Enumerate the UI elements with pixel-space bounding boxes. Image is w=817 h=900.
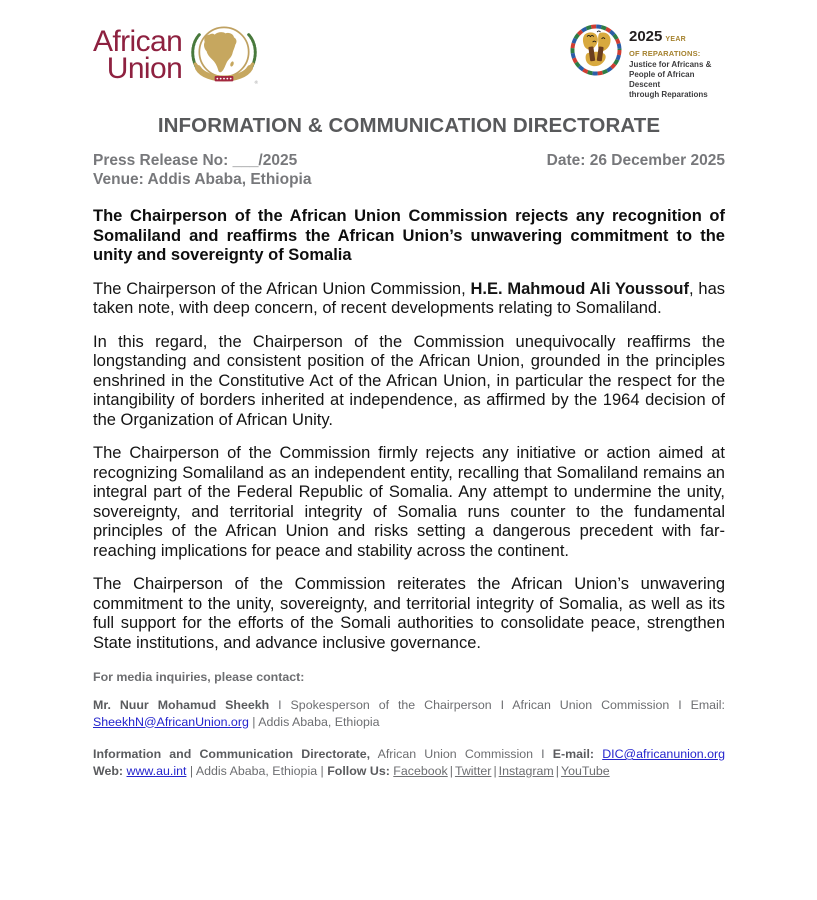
twitter-link[interactable]: Twitter xyxy=(454,763,492,778)
facebook-link[interactable]: Facebook xyxy=(393,763,448,778)
chairperson-name: H.E. Mahmoud Ali Youssouf xyxy=(470,279,690,298)
release-meta xyxy=(93,151,725,189)
reparations-tagline-3: through Reparations xyxy=(629,90,708,99)
reparations-2025-logo xyxy=(568,22,725,100)
release-venue: Venue: Addis Ababa, Ethiopia xyxy=(93,171,312,188)
paragraph-2: In this regard, the Chairperson of the Commission unequivocally reaffirms the longstanding and consistent position of the African Union, grounded in the principles enshrined in the Constitutive Act of the African Union, in particular the respect for the intangibility of borders inherited at independence, as affirmed by the 1964 decision of the Organization of African Unity. xyxy=(93,332,725,429)
reparations-tagline-1: Justice for Africans & xyxy=(629,60,712,69)
page-title: INFORMATION & COMMUNICATION DIRECTORATE xyxy=(157,114,661,137)
commission-name: African Union Commission I xyxy=(370,747,553,761)
directorate-name: Information and Communication Directorate, xyxy=(93,747,371,761)
headline: The Chairperson of the African Union Commission rejects any recognition of Somaliland and reaffirms the African Union’s unwavering commitment to the unity and sovereignty of Somalia xyxy=(93,207,725,264)
separator: | xyxy=(449,763,453,778)
reparations-subtitle: OF REPARATIONS: xyxy=(629,49,701,58)
african-union-emblem-icon xyxy=(184,20,264,97)
reparations-tagline-2: People of African Descent xyxy=(629,70,695,89)
email-label: E-mail: xyxy=(552,747,603,761)
follow-us-label: Follow Us: xyxy=(327,763,394,778)
release-date: Date: 26 December 2025 xyxy=(546,152,725,169)
au-wordmark-line1: African xyxy=(93,25,183,58)
paragraph-1 xyxy=(93,280,725,319)
african-union-wordmark xyxy=(93,20,183,85)
reparations-text xyxy=(629,22,725,100)
spokesperson-role: I Spokesperson of the Chairperson I African Union Commission I Email: xyxy=(269,698,725,712)
african-union-logo xyxy=(93,20,264,97)
svg-text:®: ® xyxy=(254,80,259,85)
reparations-year: 2025 xyxy=(629,28,663,45)
masthead xyxy=(93,20,725,98)
instagram-link[interactable]: Instagram xyxy=(498,763,554,778)
au-wordmark-line2: Union xyxy=(106,52,183,85)
spokesperson-name: Mr. Nuur Mohamud Sheekh xyxy=(93,698,270,712)
spokesperson-email-link[interactable]: SheekhN@AfricanUnion.org xyxy=(93,714,249,729)
spokesperson-location: | Addis Ababa, Ethiopia xyxy=(248,714,380,729)
paragraph-1-pre: The Chairperson of the African Union Commission, xyxy=(93,279,471,298)
separator: | xyxy=(493,763,497,778)
press-release-number: Press Release No: ___/2025 xyxy=(93,152,298,169)
paragraph-4: The Chairperson of the Commission reiterates the African Union’s unwavering commitment to the unity, sovereignty, and territorial integrity of Somalia, as well as its full support for the efforts of the Somali authorities to consolidate peace, strengthen State institutions, and advance inclusive governance. xyxy=(93,575,725,652)
directorate-footer xyxy=(93,746,725,779)
reparations-year-word: YEAR xyxy=(665,36,687,43)
paragraph-3: The Chairperson of the Commission firmly rejects any initiative or action aimed at recognizing Somaliland as an independent entity, recalling that Somaliland remains an integral part of the Federal Republic of Somalia. Any attempt to undermine the unity, sovereignty, and territorial integrity of Somalia runs counter to the fundamental principles of the African Union and risks setting a dangerous precedent with far-reaching implications for peace and stability across the continent. xyxy=(93,444,725,560)
website-link[interactable]: www.au.int xyxy=(126,763,187,778)
separator: | xyxy=(555,763,559,778)
youtube-link[interactable]: YouTube xyxy=(560,763,610,778)
reparations-emblem-icon xyxy=(568,22,624,83)
footer-address: | Addis Ababa, Ethiopia | xyxy=(186,763,328,778)
spokesperson-contact xyxy=(93,697,725,730)
media-inquiries-heading: For media inquiries, please contact: xyxy=(93,670,305,684)
paragraph-1-post: , has taken note, with deep concern, of recent developments relating to Somaliland. xyxy=(93,279,725,317)
web-label: Web: xyxy=(93,763,127,778)
directorate-email-link[interactable]: DIC@africanunion.org xyxy=(602,747,725,761)
